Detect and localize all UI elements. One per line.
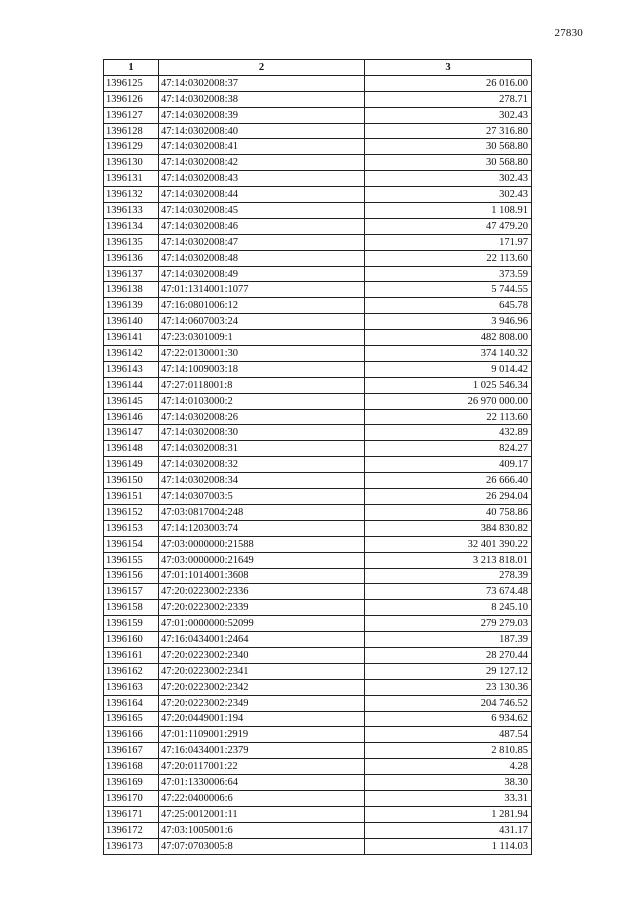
- row-number-cell: 1396162: [104, 663, 159, 679]
- table-row: [104, 361, 532, 377]
- table-row: [104, 314, 532, 330]
- table-row: [104, 346, 532, 362]
- table-row: [104, 584, 532, 600]
- table-row: [104, 616, 532, 632]
- row-number-cell: 1396128: [104, 123, 159, 139]
- value-cell: 187.39: [365, 632, 532, 648]
- table-row: [104, 632, 532, 648]
- row-number-cell: 1396132: [104, 187, 159, 203]
- cadastral-number-cell: 47:20:0223002:2349: [159, 695, 365, 711]
- row-number-cell: 1396172: [104, 822, 159, 838]
- cadastral-number-cell: 47:07:0703005:8: [159, 838, 365, 854]
- table-row: [104, 679, 532, 695]
- value-cell: 38.30: [365, 775, 532, 791]
- table-row: [104, 520, 532, 536]
- value-cell: 302.43: [365, 171, 532, 187]
- row-number-cell: 1396136: [104, 250, 159, 266]
- row-number-cell: 1396126: [104, 91, 159, 107]
- row-number-cell: 1396158: [104, 600, 159, 616]
- table-header: [104, 60, 532, 76]
- table-row: [104, 282, 532, 298]
- cadastral-number-cell: 47:22:0400006:6: [159, 790, 365, 806]
- cadastral-number-cell: 47:23:0301009:1: [159, 330, 365, 346]
- table-row: [104, 266, 532, 282]
- table-row: [104, 218, 532, 234]
- table-row: [104, 504, 532, 520]
- cadastral-number-cell: 47:16:0801006:12: [159, 298, 365, 314]
- cadastral-number-cell: 47:03:0817004:248: [159, 504, 365, 520]
- value-cell: 373.59: [365, 266, 532, 282]
- cadastral-number-cell: 47:14:1009003:18: [159, 361, 365, 377]
- value-cell: 4.28: [365, 759, 532, 775]
- value-cell: 22 113.60: [365, 250, 532, 266]
- table-row: [104, 775, 532, 791]
- table-row: [104, 171, 532, 187]
- value-cell: 47 479.20: [365, 218, 532, 234]
- table-row: [104, 250, 532, 266]
- value-cell: 26 016.00: [365, 75, 532, 91]
- value-cell: 26 666.40: [365, 473, 532, 489]
- cadastral-number-cell: 47:14:0302008:39: [159, 107, 365, 123]
- row-number-cell: 1396149: [104, 457, 159, 473]
- row-number-cell: 1396141: [104, 330, 159, 346]
- table-row: [104, 123, 532, 139]
- value-cell: 40 758.86: [365, 504, 532, 520]
- row-number-cell: 1396173: [104, 838, 159, 854]
- value-cell: 645.78: [365, 298, 532, 314]
- cadastral-number-cell: 47:20:0449001:194: [159, 711, 365, 727]
- cadastral-number-cell: 47:14:0302008:49: [159, 266, 365, 282]
- header-row: [104, 60, 532, 76]
- value-cell: 824.27: [365, 441, 532, 457]
- row-number-cell: 1396164: [104, 695, 159, 711]
- table-row: [104, 727, 532, 743]
- cadastral-number-cell: 47:20:0223002:2340: [159, 647, 365, 663]
- row-number-cell: 1396163: [104, 679, 159, 695]
- row-number-cell: 1396170: [104, 790, 159, 806]
- column-header-3: 3: [365, 60, 532, 76]
- row-number-cell: 1396171: [104, 806, 159, 822]
- value-cell: 3 946.96: [365, 314, 532, 330]
- value-cell: 28 270.44: [365, 647, 532, 663]
- cadastral-number-cell: 47:14:0302008:32: [159, 457, 365, 473]
- table-row: [104, 298, 532, 314]
- value-cell: 1 114.03: [365, 838, 532, 854]
- row-number-cell: 1396146: [104, 409, 159, 425]
- row-number-cell: 1396165: [104, 711, 159, 727]
- row-number-cell: 1396145: [104, 393, 159, 409]
- cadastral-number-cell: 47:14:0307003:5: [159, 489, 365, 505]
- cadastral-number-cell: 47:20:0223002:2341: [159, 663, 365, 679]
- value-cell: 22 113.60: [365, 409, 532, 425]
- value-cell: 23 130.36: [365, 679, 532, 695]
- table-row: [104, 711, 532, 727]
- value-cell: 278.71: [365, 91, 532, 107]
- value-cell: 278.39: [365, 568, 532, 584]
- table-row: [104, 806, 532, 822]
- row-number-cell: 1396137: [104, 266, 159, 282]
- cadastral-number-cell: 47:03:1005001:6: [159, 822, 365, 838]
- cadastral-number-cell: 47:14:0607003:24: [159, 314, 365, 330]
- cadastral-number-cell: 47:14:0302008:45: [159, 203, 365, 219]
- cadastral-number-cell: 47:01:1314001:1077: [159, 282, 365, 298]
- cadastral-number-cell: 47:14:0103000:2: [159, 393, 365, 409]
- row-number-cell: 1396135: [104, 234, 159, 250]
- table-row: [104, 203, 532, 219]
- row-number-cell: 1396129: [104, 139, 159, 155]
- value-cell: 2 810.85: [365, 743, 532, 759]
- cadastral-number-cell: 47:14:0302008:47: [159, 234, 365, 250]
- cadastral-number-cell: 47:14:0302008:37: [159, 75, 365, 91]
- row-number-cell: 1396140: [104, 314, 159, 330]
- table-row: [104, 409, 532, 425]
- table-body: [104, 75, 532, 854]
- cadastral-number-cell: 47:16:0434001:2464: [159, 632, 365, 648]
- value-cell: 384 830.82: [365, 520, 532, 536]
- value-cell: 33.31: [365, 790, 532, 806]
- table-row: [104, 759, 532, 775]
- cadastral-number-cell: 47:20:0223002:2342: [159, 679, 365, 695]
- row-number-cell: 1396138: [104, 282, 159, 298]
- cadastral-number-cell: 47:03:0000000:21588: [159, 536, 365, 552]
- row-number-cell: 1396150: [104, 473, 159, 489]
- table-row: [104, 425, 532, 441]
- table-row: [104, 695, 532, 711]
- cadastral-number-cell: 47:14:0302008:46: [159, 218, 365, 234]
- column-header-2: 2: [159, 60, 365, 76]
- value-cell: 26 294.04: [365, 489, 532, 505]
- cadastral-number-cell: 47:14:0302008:30: [159, 425, 365, 441]
- column-header-1: 1: [104, 60, 159, 76]
- table-row: [104, 489, 532, 505]
- value-cell: 482 808.00: [365, 330, 532, 346]
- value-cell: 279 279.03: [365, 616, 532, 632]
- row-number-cell: 1396169: [104, 775, 159, 791]
- table-row: [104, 441, 532, 457]
- value-cell: 409.17: [365, 457, 532, 473]
- table-row: [104, 187, 532, 203]
- table-row: [104, 234, 532, 250]
- cadastral-number-cell: 47:14:0302008:34: [159, 473, 365, 489]
- table-row: [104, 393, 532, 409]
- value-cell: 1 025 546.34: [365, 377, 532, 393]
- row-number-cell: 1396157: [104, 584, 159, 600]
- row-number-cell: 1396139: [104, 298, 159, 314]
- table-row: [104, 838, 532, 854]
- cadastral-number-cell: 47:01:1109001:2919: [159, 727, 365, 743]
- value-cell: 302.43: [365, 107, 532, 123]
- table-row: [104, 473, 532, 489]
- value-cell: 431.17: [365, 822, 532, 838]
- table-row: [104, 155, 532, 171]
- row-number-cell: 1396166: [104, 727, 159, 743]
- cadastral-number-cell: 47:20:0117001:22: [159, 759, 365, 775]
- cadastral-number-cell: 47:14:0302008:43: [159, 171, 365, 187]
- row-number-cell: 1396148: [104, 441, 159, 457]
- row-number-cell: 1396127: [104, 107, 159, 123]
- value-cell: 374 140.32: [365, 346, 532, 362]
- cadastral-number-cell: 47:14:0302008:48: [159, 250, 365, 266]
- cadastral-number-cell: 47:01:1014001:3608: [159, 568, 365, 584]
- value-cell: 1 281.94: [365, 806, 532, 822]
- cadastral-number-cell: 47:14:0302008:38: [159, 91, 365, 107]
- table-row: [104, 377, 532, 393]
- row-number-cell: 1396144: [104, 377, 159, 393]
- row-number-cell: 1396154: [104, 536, 159, 552]
- cadastral-number-cell: 47:14:1203003:74: [159, 520, 365, 536]
- cadastral-number-cell: 47:03:0000000:21649: [159, 552, 365, 568]
- value-cell: 171.97: [365, 234, 532, 250]
- row-number-cell: 1396133: [104, 203, 159, 219]
- value-cell: 5 744.55: [365, 282, 532, 298]
- value-cell: 8 245.10: [365, 600, 532, 616]
- row-number-cell: 1396160: [104, 632, 159, 648]
- table-row: [104, 107, 532, 123]
- row-number-cell: 1396156: [104, 568, 159, 584]
- table-row: [104, 600, 532, 616]
- cadastral-number-cell: 47:14:0302008:41: [159, 139, 365, 155]
- row-number-cell: 1396168: [104, 759, 159, 775]
- row-number-cell: 1396147: [104, 425, 159, 441]
- cadastral-number-cell: 47:14:0302008:44: [159, 187, 365, 203]
- row-number-cell: 1396125: [104, 75, 159, 91]
- cadastral-value-table: [103, 59, 532, 855]
- table-row: [104, 743, 532, 759]
- row-number-cell: 1396155: [104, 552, 159, 568]
- table-row: [104, 647, 532, 663]
- cadastral-number-cell: 47:01:1330006:64: [159, 775, 365, 791]
- table-row: [104, 75, 532, 91]
- cadastral-number-cell: 47:14:0302008:42: [159, 155, 365, 171]
- cadastral-number-cell: 47:20:0223002:2336: [159, 584, 365, 600]
- table-row: [104, 91, 532, 107]
- value-cell: 32 401 390.22: [365, 536, 532, 552]
- value-cell: 30 568.80: [365, 139, 532, 155]
- table-row: [104, 568, 532, 584]
- row-number-cell: 1396142: [104, 346, 159, 362]
- value-cell: 9 014.42: [365, 361, 532, 377]
- cadastral-number-cell: 47:14:0302008:31: [159, 441, 365, 457]
- cadastral-number-cell: 47:22:0130001:30: [159, 346, 365, 362]
- cadastral-number-cell: 47:20:0223002:2339: [159, 600, 365, 616]
- row-number-cell: 1396152: [104, 504, 159, 520]
- table-row: [104, 822, 532, 838]
- value-cell: 487.54: [365, 727, 532, 743]
- cadastral-number-cell: 47:01:0000000:52099: [159, 616, 365, 632]
- row-number-cell: 1396134: [104, 218, 159, 234]
- value-cell: 432.89: [365, 425, 532, 441]
- table-row: [104, 330, 532, 346]
- row-number-cell: 1396153: [104, 520, 159, 536]
- value-cell: 204 746.52: [365, 695, 532, 711]
- table-row: [104, 139, 532, 155]
- value-cell: 302.43: [365, 187, 532, 203]
- value-cell: 29 127.12: [365, 663, 532, 679]
- cadastral-number-cell: 47:27:0118001:8: [159, 377, 365, 393]
- row-number-cell: 1396159: [104, 616, 159, 632]
- row-number-cell: 1396151: [104, 489, 159, 505]
- page-number: 27830: [554, 27, 583, 39]
- value-cell: 27 316.80: [365, 123, 532, 139]
- value-cell: 1 108.91: [365, 203, 532, 219]
- value-cell: 3 213 818.01: [365, 552, 532, 568]
- cadastral-number-cell: 47:25:0012001:11: [159, 806, 365, 822]
- row-number-cell: 1396161: [104, 647, 159, 663]
- table-row: [104, 552, 532, 568]
- table-row: [104, 457, 532, 473]
- table-row: [104, 790, 532, 806]
- row-number-cell: 1396131: [104, 171, 159, 187]
- cadastral-number-cell: 47:14:0302008:26: [159, 409, 365, 425]
- cadastral-number-cell: 47:14:0302008:40: [159, 123, 365, 139]
- value-cell: 30 568.80: [365, 155, 532, 171]
- row-number-cell: 1396143: [104, 361, 159, 377]
- value-cell: 26 970 000.00: [365, 393, 532, 409]
- table-row: [104, 663, 532, 679]
- value-cell: 6 934.62: [365, 711, 532, 727]
- row-number-cell: 1396130: [104, 155, 159, 171]
- value-cell: 73 674.48: [365, 584, 532, 600]
- cadastral-number-cell: 47:16:0434001:2379: [159, 743, 365, 759]
- row-number-cell: 1396167: [104, 743, 159, 759]
- table-row: [104, 536, 532, 552]
